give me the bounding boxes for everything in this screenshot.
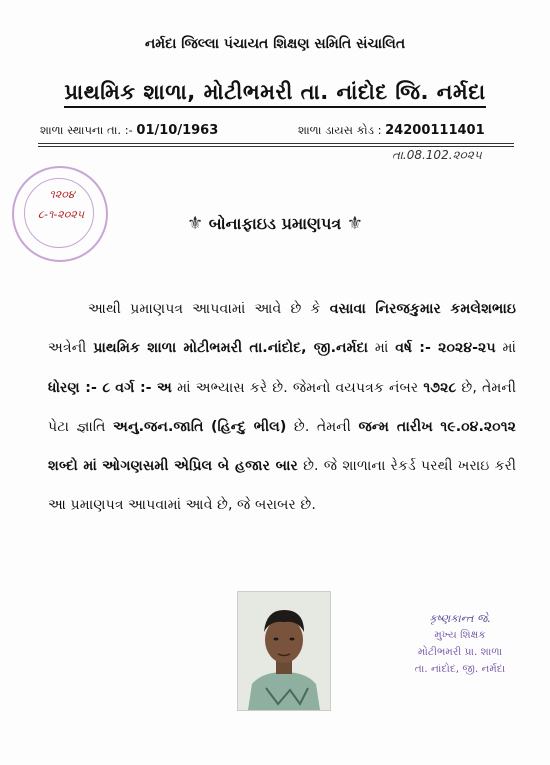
signature: કૃષ્ણકાન્ત જે. bbox=[429, 612, 491, 625]
sub-caste: (હિન્દુ ભીલ) bbox=[211, 418, 287, 435]
academic-year: વર્ષ :- ૨૦૨૪-૨૫ bbox=[395, 340, 496, 357]
stamp-number: ૧૨૦૪ bbox=[49, 188, 75, 201]
division: વર્ગ :- અ bbox=[115, 379, 173, 396]
certificate-title bbox=[0, 213, 550, 234]
gr-number: ૧૭૨૮ bbox=[423, 379, 457, 396]
body-caste-text: છે, તેમની પેટા જ્ઞાતિ bbox=[48, 379, 517, 435]
signature-school: મોટીભમરી પ્રા. શાળા bbox=[417, 646, 503, 658]
date-of-birth: ૧૯.૦૪.૨૦૧૨ bbox=[440, 418, 517, 435]
student-photo-image bbox=[238, 592, 330, 710]
dise-code bbox=[298, 123, 485, 138]
body-connector-3: માં bbox=[502, 340, 517, 357]
dise-label: શાળા ડાયસ કોડ : bbox=[298, 123, 382, 137]
student-name: વસાવા નિરજકુમાર કમલેશભાઇ bbox=[329, 301, 516, 317]
establishment-label: શાળા સ્થાપના તા. :- bbox=[40, 123, 133, 137]
body-intro: આથી પ્રમાણપત્ર આપવામાં આવે છે કે bbox=[88, 301, 321, 317]
signature-location: તા. નાંદોદ, જી. નર્મદા bbox=[414, 663, 506, 675]
establishment-value: 01/10/1963 bbox=[136, 123, 219, 138]
body-connector: અત્રેની bbox=[48, 340, 87, 357]
header-divider-secondary bbox=[38, 146, 514, 147]
establishment-date bbox=[40, 123, 218, 138]
dob-label: જન્મ તારીખ bbox=[358, 418, 433, 435]
body-study-text: માં અભ્યાસ કરે છે. જેમનો વયપત્રક નંબર bbox=[177, 379, 419, 396]
dise-value: 24200111401 bbox=[385, 123, 485, 138]
body-dob-text: છે. તેમની bbox=[293, 418, 351, 435]
standard: ધોરણ :- ૮ bbox=[48, 379, 111, 396]
dob-in-words: ઓગણસમી એપ્રિલ બે હજાર બાર bbox=[102, 458, 298, 475]
caste: અનુ.જન.જાતિ bbox=[113, 418, 204, 435]
body-connector-2: માં bbox=[374, 340, 389, 357]
school-title-text: પ્રાથમિક શાળા, મોટીભમરી તા. નાંદોદ જિ. નર્મદા bbox=[64, 80, 485, 108]
dob-words-label: શબ્દો માં bbox=[48, 458, 97, 475]
student-photo bbox=[237, 591, 331, 711]
header-divider bbox=[38, 143, 514, 144]
headmaster-signature-block bbox=[390, 610, 530, 678]
body-closing: છે. જે શાળાના રેકર્ડ પરથી ખરાઇ કરી આ પ્રમાણપત્ર આપવામાં આવે છે, જે બરાબર છે. bbox=[48, 458, 517, 514]
ornament-left-icon: ⚜ bbox=[187, 213, 204, 234]
issuing-authority: નર્મદા જિલ્લા પંચાયત શિક્ષણ સમિતિ સંચાલિત bbox=[144, 36, 406, 52]
certificate-body bbox=[48, 290, 516, 526]
certificate-title-text: બોનાફાઇડ પ્રમાણપત્ર bbox=[208, 214, 342, 233]
issue-date: તા.08.102.૨૦૨૫ bbox=[392, 148, 482, 162]
school-title bbox=[0, 80, 550, 105]
ornament-right-icon: ⚜ bbox=[346, 213, 363, 234]
school-name: પ્રાથમિક શાળા મોટીભમરી તા.નાંદોદ, જી.નર્મદા bbox=[93, 340, 369, 357]
stamp-date: ૮-૧-૨૦૨૫ bbox=[37, 208, 85, 221]
signature-designation: મુખ્ય શિક્ષક bbox=[434, 629, 486, 641]
